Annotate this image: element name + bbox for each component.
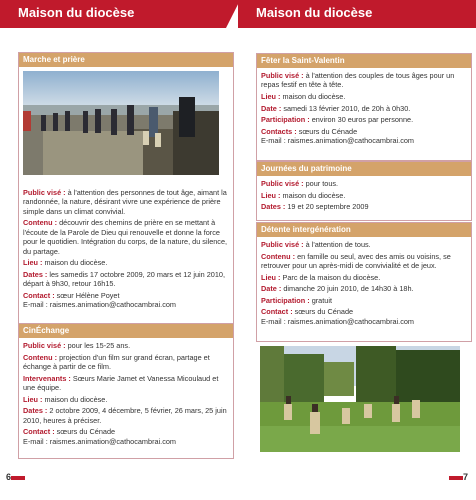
detente-email: E-mail : raismes.animation@cathocambrai.com — [261, 316, 414, 326]
left-header-title: Maison du diocèse — [18, 5, 135, 20]
section-saint-valentin — [256, 53, 472, 161]
valentin-date: Date : samedi 13 février 2010, de 20h à 0h30. — [261, 103, 411, 113]
valentin-participation: Participation : environ 30 euros par personne. — [261, 115, 414, 125]
cine-contenu: Contenu : projection d'un film sur grand écran, partage et échange à partir de ce film. — [23, 352, 210, 371]
section-title: Détente intergénération — [257, 223, 471, 237]
patrimoine-dates: Dates : 19 et 20 septembre 2009 — [261, 202, 369, 212]
right-page — [238, 0, 476, 500]
detente-contact: Contact : sœurs du Cénade — [261, 307, 354, 317]
page-number-right: 7 — [449, 472, 468, 482]
right-header-title: Maison du diocèse — [256, 5, 373, 20]
page-number-left: 6 — [6, 472, 25, 482]
detente-date: Date : dimanche 20 juin 2010, de 14h30 à 18h. — [261, 284, 414, 294]
section-journees-patrimoine — [256, 161, 472, 221]
valentin-email: E-mail : raismes.animation@cathocambrai.com — [261, 136, 414, 146]
section-title: Fêter la Saint-Valentin — [257, 54, 471, 68]
section-title: CinÉchange — [19, 324, 233, 338]
section-marche-priere — [18, 52, 234, 326]
cine-dates: Dates : 2 octobre 2009, 4 décembre, 5 février, 26 mars, 25 juin 2010, heures à préciser. — [23, 406, 227, 425]
section-detente-intergeneration — [256, 222, 472, 342]
detente-contenu: Contenu : en famille ou seul, avec des amis ou voisins, se retrouver pour un après-midi de convivialité et de jeux. — [261, 251, 451, 270]
detente-participation: Participation : gratuit — [261, 295, 332, 305]
marche-email: E-mail : raismes.animation@cathocambrai.com — [23, 300, 176, 310]
cine-public: Public visé : pour les 15-25 ans. — [23, 341, 131, 350]
valentin-lieu: Lieu : maison du diocèse. — [261, 92, 346, 101]
cine-contact: Contact : sœurs du Cénade — [23, 427, 116, 437]
valentin-public: Public visé : à l'attention des couples de tous âges pour un repas festif en tête à tête. — [261, 71, 455, 90]
marche-contact: Contact : sœur Hélène Poyet — [23, 290, 120, 300]
cine-lieu: Lieu : maison du diocèse. — [23, 394, 108, 404]
marche-lieu: Lieu : maison du diocèse. — [23, 258, 108, 268]
marche-dates: Dates : les samedis 17 octobre 2009, 20 mars et 12 juin 2010, départ à 9h30, retour 16h15. — [23, 269, 226, 289]
patrimoine-lieu: Lieu : maison du diocèse. — [261, 190, 346, 200]
photo-walkers — [23, 71, 219, 175]
right-page-header — [238, 0, 476, 28]
photo-sack-race — [260, 346, 460, 452]
page-number-bar — [11, 476, 25, 480]
section-cinechange — [18, 323, 234, 459]
detente-lieu: Lieu : Parc de la maison du diocèse. — [261, 272, 381, 282]
valentin-contacts: Contacts : sœurs du Cénade — [261, 126, 358, 136]
patrimoine-public: Public visé : pour tous. — [261, 179, 339, 188]
cine-intervenants: Intervenants : Sœurs Marie Jamet et Vanessa Micoulaud et une équipe. — [23, 373, 219, 392]
left-page-header — [0, 0, 238, 28]
marche-public: Public visé : à l'attention des personnes de tout âge, aimant la randonnée, la nature, désirant vivre une expérience de prière simple dans un climat convivial. — [23, 188, 227, 216]
page-number-bar — [449, 476, 463, 480]
section-title: Marche et prière — [19, 53, 233, 67]
marche-contenu: Contenu : découvrir des chemins de prière en se mettant à l'écoute de la Parole de Dieu qui renouvelle et donne la force pour le quotidien. Intégration du corps, de la nature, du silence, du partage. — [23, 218, 228, 256]
section-title: Journées du patrimoine — [257, 162, 471, 176]
detente-public: Public visé : à l'attention de tous. — [261, 240, 371, 249]
cine-email: E-mail : raismes.animation@cathocambrai.com — [23, 436, 176, 446]
